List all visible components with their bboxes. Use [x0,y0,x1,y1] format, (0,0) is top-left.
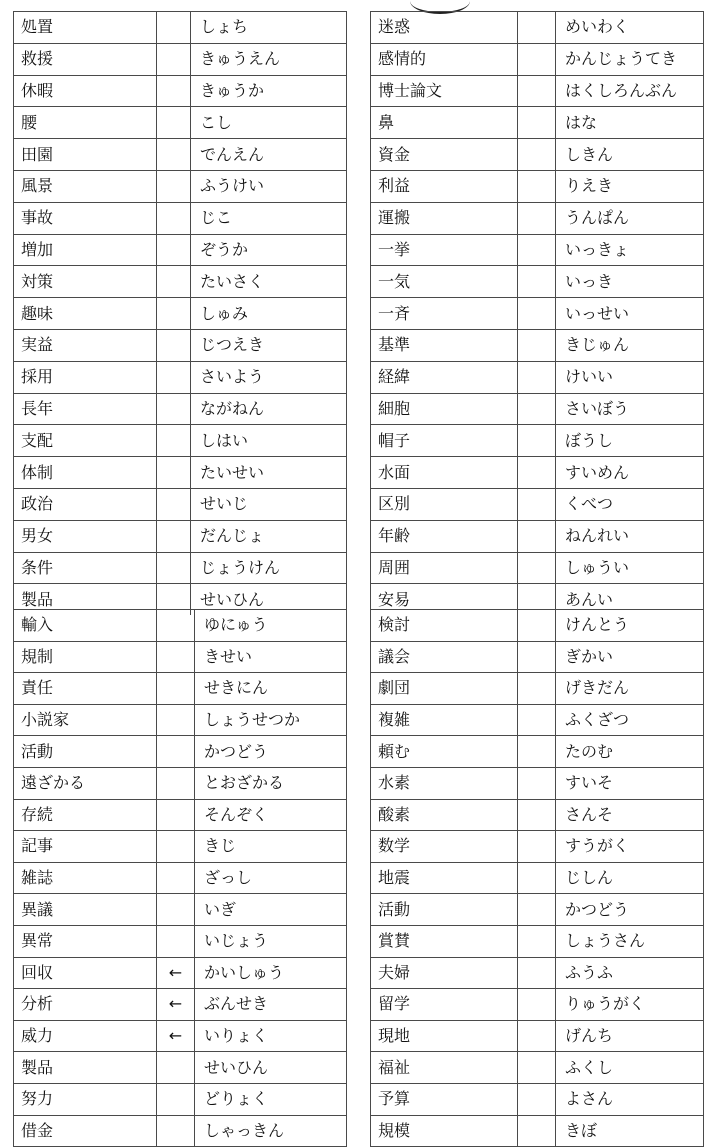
kanji-word-cell: 実益 [14,329,157,361]
arrow-mark-cell [157,234,191,266]
table-row [14,12,347,44]
arrow-mark-cell [157,361,191,393]
arrow-mark-cell [157,894,195,926]
kanji-word-cell: 夫婦 [371,957,518,989]
reading-cell: しょうさん [556,925,704,957]
reading-cell: かつどう [556,894,704,926]
arrow-mark-cell [157,1083,195,1115]
table-row [371,266,704,298]
kanji-word-cell: 小説家 [14,704,157,736]
kanji-word-cell: 努力 [14,1083,157,1115]
arrow-mark-cell [518,1020,556,1052]
arrow-mark-cell [518,1115,556,1147]
arrow-mark-cell [518,1083,556,1115]
table-row [14,329,347,361]
table-row [14,1052,347,1084]
kanji-word-cell: 処置 [14,12,157,44]
arrow-mark-cell [157,520,191,552]
reading-cell: ふうけい [191,170,347,202]
kanji-word-cell: 細胞 [371,393,518,425]
reading-cell: げんち [556,1020,704,1052]
arrow-mark-cell [518,736,556,768]
reading-cell: ながねん [191,393,347,425]
arrow-mark-cell [518,673,556,705]
reading-cell: めいわく [556,12,704,44]
table-row [14,139,347,171]
kanji-word-cell: 記事 [14,831,157,863]
arrow-mark-cell [518,610,556,642]
kanji-word-cell: 異議 [14,894,157,926]
reading-cell: せきにん [195,673,347,705]
arrow-mark-cell [518,457,556,489]
reading-cell: げきだん [556,673,704,705]
reading-cell: いっせい [556,298,704,330]
arrow-mark-cell [157,862,195,894]
arrow-mark-cell [518,425,556,457]
arrow-mark-cell [157,704,195,736]
arrow-mark-cell [518,107,556,139]
reading-cell: きじゅん [556,329,704,361]
kanji-word-cell: 頼む [371,736,518,768]
table-row [371,234,704,266]
table-row [371,170,704,202]
kanji-word-cell: 増加 [14,234,157,266]
table-row [371,139,704,171]
table-row [14,925,347,957]
arrow-mark-cell [157,488,191,520]
reading-cell: そんぞく [195,799,347,831]
table-row [371,862,704,894]
table-row [14,202,347,234]
kanji-word-cell: 一挙 [371,234,518,266]
table-row [14,425,347,457]
table-row [371,457,704,489]
table-row [371,520,704,552]
reading-cell: だんじょ [191,520,347,552]
reading-cell: ふうふ [556,957,704,989]
reading-cell: しょうせつか [195,704,347,736]
vocab-table-bottom-left [13,609,347,1147]
reading-cell: いりょく [195,1020,347,1052]
reading-cell: けんとう [556,610,704,642]
table-row [371,894,704,926]
table-row [371,488,704,520]
arrow-mark-cell [518,234,556,266]
kanji-word-cell: 製品 [14,584,157,615]
arrow-mark-cell [518,488,556,520]
kanji-word-cell: 規模 [371,1115,518,1147]
arrow-mark-cell [157,736,195,768]
reading-cell: たのむ [556,736,704,768]
kanji-word-cell: 劇団 [371,673,518,705]
kanji-word-cell: 複雑 [371,704,518,736]
reading-cell: すうがく [556,831,704,863]
table-row [14,266,347,298]
reading-cell: いっき [556,266,704,298]
arrow-mark-cell [157,170,191,202]
table-row [371,799,704,831]
table-row [14,107,347,139]
reading-cell: じしん [556,862,704,894]
reading-cell: はな [556,107,704,139]
reading-cell: じょうけん [191,552,347,584]
reading-cell: しゅみ [191,298,347,330]
kanji-word-cell: 長年 [14,393,157,425]
table-row [371,107,704,139]
kanji-word-cell: 資金 [371,139,518,171]
arrow-mark-cell [518,767,556,799]
arrow-mark-cell [157,75,191,107]
kanji-word-cell: 風景 [14,170,157,202]
reading-cell: きぼ [556,1115,704,1147]
arrow-mark-cell [518,329,556,361]
table-row [14,1083,347,1115]
kanji-word-cell: 体制 [14,457,157,489]
table-row [371,43,704,75]
reading-cell: とおざかる [195,767,347,799]
arrow-mark-cell [157,831,195,863]
arrow-mark-cell [518,641,556,673]
reading-cell: せいひん [195,1052,347,1084]
kanji-word-cell: 水面 [371,457,518,489]
arrow-mark-cell [518,957,556,989]
arrow-mark-cell [518,202,556,234]
vocab-table [13,609,347,1147]
reading-cell: りゅうがく [556,989,704,1021]
arrow-mark-cell [518,139,556,171]
reading-cell: かいしゅう [195,957,347,989]
arrow-mark-cell [518,831,556,863]
reading-cell: しょち [191,12,347,44]
kanji-word-cell: 一斉 [371,298,518,330]
kanji-word-cell: 運搬 [371,202,518,234]
table-row [14,1020,347,1052]
arrow-mark-cell [157,925,195,957]
reading-cell: ゆにゅう [195,610,347,642]
arrow-mark-cell [157,673,195,705]
kanji-word-cell: 年齢 [371,520,518,552]
table-row [371,767,704,799]
table-row [14,457,347,489]
reading-cell: かんじょうてき [556,43,704,75]
arrow-mark-cell [518,12,556,44]
kanji-word-cell: 基準 [371,329,518,361]
arrow-mark-cell [518,298,556,330]
arrow-mark-cell [157,202,191,234]
table-row [14,1115,347,1147]
reading-cell: さいよう [191,361,347,393]
reading-cell: ねんれい [556,520,704,552]
reading-cell: ふくし [556,1052,704,1084]
kanji-word-cell: 存続 [14,799,157,831]
table-row [14,488,347,520]
arrow-mark-cell: ← [157,989,195,1021]
table-row [371,361,704,393]
kanji-word-cell: 留学 [371,989,518,1021]
reading-cell: いぎ [195,894,347,926]
kanji-word-cell: 迷惑 [371,12,518,44]
table-row [14,989,347,1021]
kanji-word-cell: 検討 [371,610,518,642]
table-row [14,799,347,831]
table-row [371,610,704,642]
kanji-word-cell: 予算 [371,1083,518,1115]
arrow-mark-cell [157,1052,195,1084]
table-row [14,610,347,642]
vocab-table [370,11,704,615]
vocab-table-bottom-right [370,609,704,1147]
reading-cell: せいじ [191,488,347,520]
reading-cell: いじょう [195,925,347,957]
reading-cell: さいぼう [556,393,704,425]
reading-cell: さんそ [556,799,704,831]
arrow-mark-cell [157,767,195,799]
reading-cell: すいめん [556,457,704,489]
table-row [14,894,347,926]
table-row [14,393,347,425]
reading-cell: でんえん [191,139,347,171]
table-row [371,75,704,107]
kanji-word-cell: 福祉 [371,1052,518,1084]
arrow-mark-cell [518,266,556,298]
reading-cell: きじ [195,831,347,863]
kanji-word-cell: 安易 [371,584,518,615]
arrow-mark-cell [157,457,191,489]
table-row [14,298,347,330]
table-row [14,520,347,552]
kanji-word-cell: 条件 [14,552,157,584]
kanji-word-cell: 救援 [14,43,157,75]
arrow-mark-cell [157,298,191,330]
reading-cell: しはい [191,425,347,457]
arrow-mark-cell [157,425,191,457]
kanji-word-cell: 借金 [14,1115,157,1147]
arrow-mark-cell [157,139,191,171]
reading-cell: あんい [556,584,704,615]
table-row [371,552,704,584]
reading-cell: きせい [195,641,347,673]
kanji-word-cell: 男女 [14,520,157,552]
kanji-word-cell: 製品 [14,1052,157,1084]
arrow-mark-cell [157,393,191,425]
table-row [14,862,347,894]
arrow-mark-cell [518,704,556,736]
reading-cell: どりょく [195,1083,347,1115]
kanji-word-cell: 規制 [14,641,157,673]
kanji-word-cell: 水素 [371,767,518,799]
table-row [14,957,347,989]
table-row [371,12,704,44]
kanji-word-cell: 帽子 [371,425,518,457]
table-row [14,552,347,584]
kanji-word-cell: 周囲 [371,552,518,584]
arrow-mark-cell [157,552,191,584]
table-row [371,673,704,705]
kanji-word-cell: 威力 [14,1020,157,1052]
arrow-mark-cell [518,393,556,425]
arrow-mark-cell [518,170,556,202]
table-row [14,641,347,673]
arrow-mark-cell [518,361,556,393]
arrow-mark-cell [157,12,191,44]
vocab-table-top-right [370,11,704,615]
arrow-mark-cell [518,552,556,584]
reading-cell: けいい [556,361,704,393]
table-row [14,170,347,202]
table-row [14,673,347,705]
reading-cell: しゃっきん [195,1115,347,1147]
table-row [371,329,704,361]
reading-cell: ぞうか [191,234,347,266]
reading-cell: せいひん [191,584,347,615]
reading-cell: ふくざつ [556,704,704,736]
kanji-word-cell: 採用 [14,361,157,393]
kanji-word-cell: 趣味 [14,298,157,330]
kanji-word-cell: 一気 [371,266,518,298]
kanji-word-cell: 鼻 [371,107,518,139]
arrow-mark-cell [157,610,195,642]
arrow-mark-cell [157,1115,195,1147]
table-row [14,704,347,736]
kanji-word-cell: 遠ざかる [14,767,157,799]
arrow-mark-cell [157,799,195,831]
table-row [371,202,704,234]
reading-cell: うんぱん [556,202,704,234]
reading-cell: じこ [191,202,347,234]
vocab-table-top-left [13,11,347,615]
table-row [371,393,704,425]
reading-cell: すいそ [556,767,704,799]
reading-cell: りえき [556,170,704,202]
reading-cell: たいさく [191,266,347,298]
arrow-mark-cell [518,75,556,107]
table-row [371,989,704,1021]
arrow-mark-cell [518,43,556,75]
reading-cell: きゅうか [191,75,347,107]
table-row [371,704,704,736]
arrow-mark-cell [157,43,191,75]
kanji-word-cell: 感情的 [371,43,518,75]
reading-cell: じつえき [191,329,347,361]
kanji-word-cell: 支配 [14,425,157,457]
kanji-word-cell: 輸入 [14,610,157,642]
arrow-mark-cell [518,1052,556,1084]
arrow-mark-cell [157,266,191,298]
reading-cell: かつどう [195,736,347,768]
reading-cell: ぎかい [556,641,704,673]
kanji-word-cell: 休暇 [14,75,157,107]
kanji-word-cell: 異常 [14,925,157,957]
kanji-word-cell: 腰 [14,107,157,139]
kanji-word-cell: 数学 [371,831,518,863]
table-row [371,425,704,457]
table-row [371,1020,704,1052]
table-row [14,831,347,863]
table-row [371,831,704,863]
kanji-word-cell: 活動 [371,894,518,926]
kanji-word-cell: 対策 [14,266,157,298]
kanji-word-cell: 賞賛 [371,925,518,957]
vocab-table [13,11,347,615]
table-row [371,1115,704,1147]
reading-cell: くべつ [556,488,704,520]
kanji-word-cell: 経緯 [371,361,518,393]
arrow-mark-cell [518,989,556,1021]
vocab-table [370,609,704,1147]
reading-cell: いっきょ [556,234,704,266]
arrow-mark-cell [157,107,191,139]
table-row [14,361,347,393]
reading-cell: しきん [556,139,704,171]
kanji-word-cell: 政治 [14,488,157,520]
reading-cell: こし [191,107,347,139]
reading-cell: はくしろんぶん [556,75,704,107]
kanji-word-cell: 議会 [371,641,518,673]
reading-cell: よさん [556,1083,704,1115]
kanji-word-cell: 現地 [371,1020,518,1052]
kanji-word-cell: 地震 [371,862,518,894]
arrow-mark-cell [157,329,191,361]
table-row [14,234,347,266]
table-row [371,1052,704,1084]
table-row [371,736,704,768]
arrow-mark-cell [518,520,556,552]
arrow-mark-cell [518,894,556,926]
kanji-word-cell: 分析 [14,989,157,1021]
reading-cell: しゅうい [556,552,704,584]
kanji-word-cell: 田園 [14,139,157,171]
reading-cell: きゅうえん [191,43,347,75]
reading-cell: たいせい [191,457,347,489]
arrow-mark-cell: ← [157,1020,195,1052]
kanji-word-cell: 事故 [14,202,157,234]
table-row [371,957,704,989]
kanji-word-cell: 雑誌 [14,862,157,894]
table-row [371,641,704,673]
table-row [371,925,704,957]
reading-cell: ざっし [195,862,347,894]
reading-cell: ぼうし [556,425,704,457]
arrow-mark-cell [518,799,556,831]
table-row [14,75,347,107]
kanji-word-cell: 博士論文 [371,75,518,107]
arrow-mark-cell [518,862,556,894]
kanji-word-cell: 責任 [14,673,157,705]
table-row [14,43,347,75]
kanji-word-cell: 利益 [371,170,518,202]
table-row [371,1083,704,1115]
kanji-word-cell: 区別 [371,488,518,520]
arrow-mark-cell [518,925,556,957]
table-row [14,736,347,768]
kanji-word-cell: 回収 [14,957,157,989]
arrow-mark-cell [157,641,195,673]
arrow-mark-cell: ← [157,957,195,989]
kanji-word-cell: 活動 [14,736,157,768]
table-row [371,298,704,330]
table-row [14,767,347,799]
kanji-word-cell: 酸素 [371,799,518,831]
reading-cell: ぶんせき [195,989,347,1021]
